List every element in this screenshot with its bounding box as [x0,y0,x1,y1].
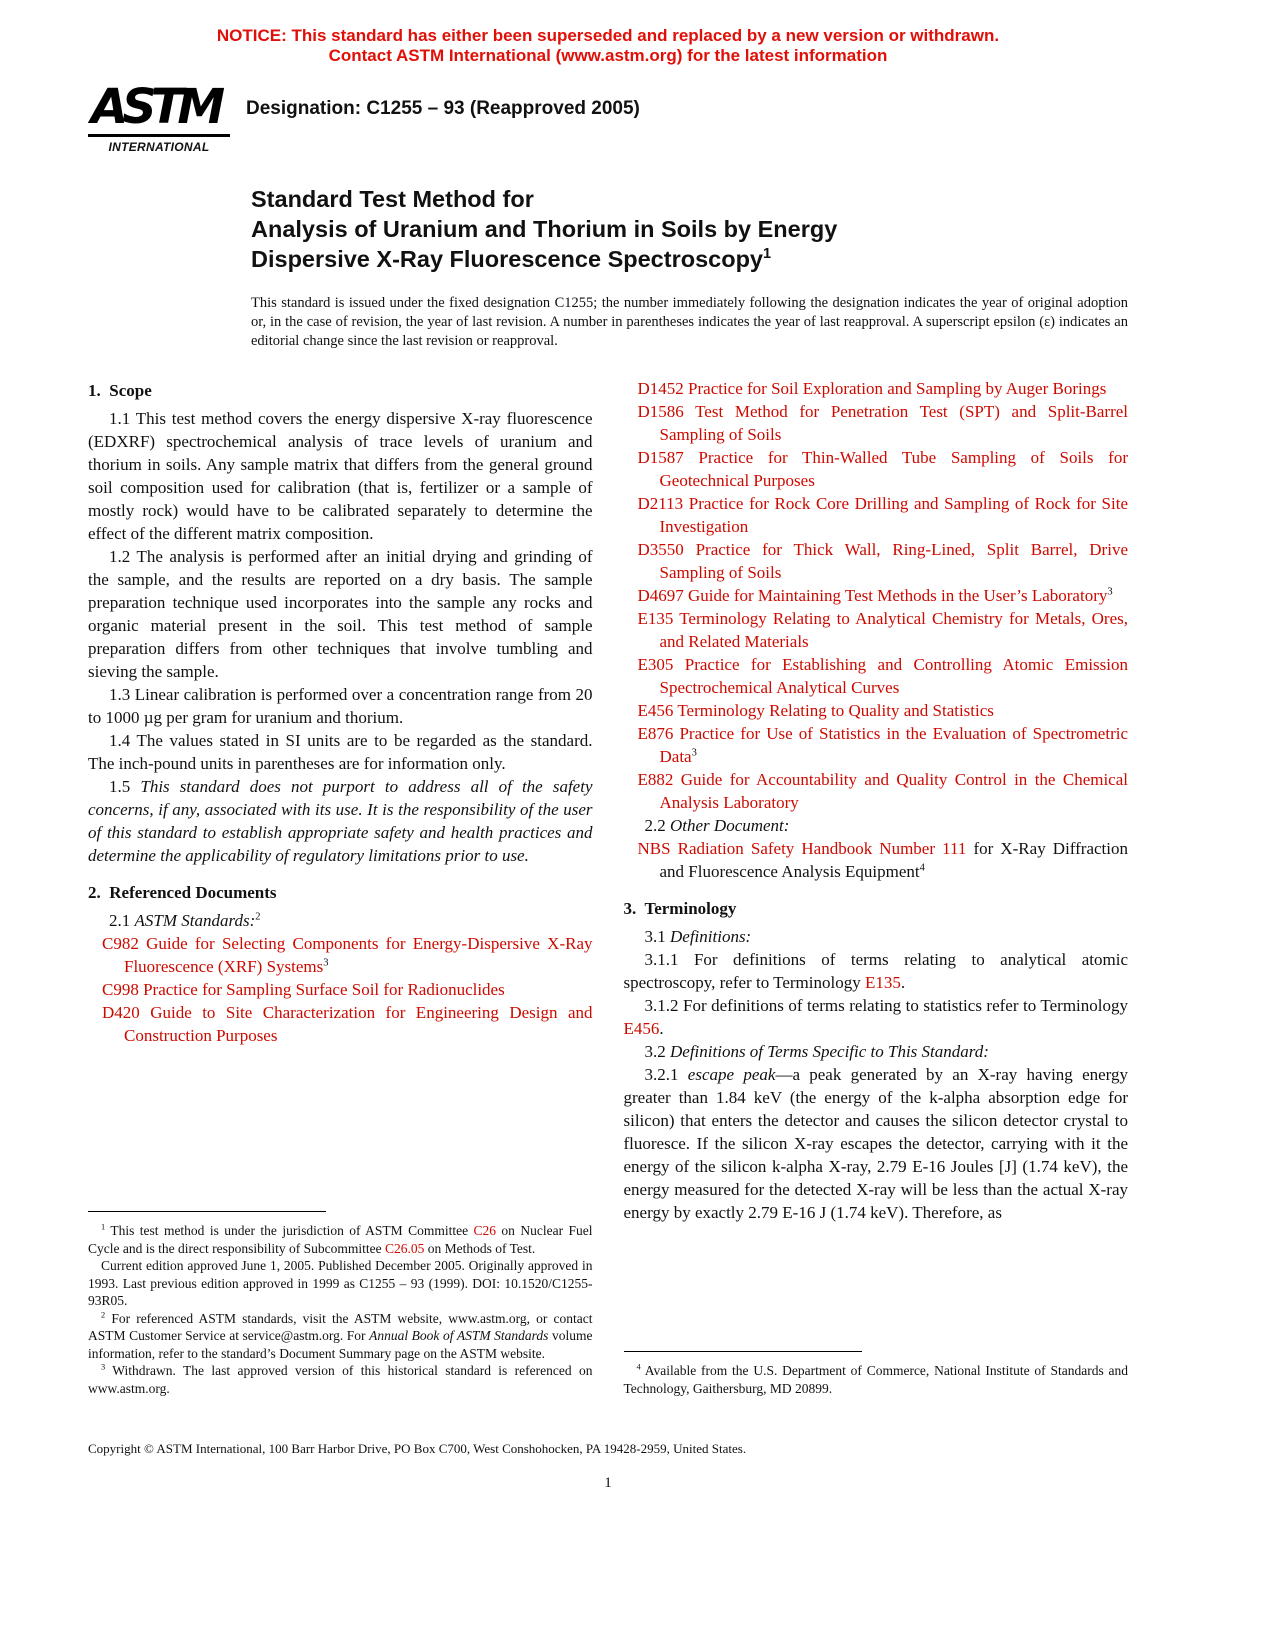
right-footnotes [624,1343,1129,1397]
section-heading-scope: 1. Scope [88,381,152,401]
paragraph-1-4: 1.4 The values stated in SI units are to be regarded as the standard. The inch-pound units in parentheses are for information only. [88,731,593,774]
paragraph-3-2-1: 3.2.1 escape peak—a peak generated by an X-ray having energy greater than 1.84 keV (the energy of the k-alpha absorption edge for silicon) that enters the detector and causes the silicon detector crystal to fluoresce. If the silicon X-ray escapes the detector, carrying with it the energy of the silicon k-alpha X-ray, 2.79 E-16 Joules [J] (1.74 keV), the energy measured for the detected X-ray will be less than the actual X-ray energy by exactly 2.79 E-16 J (1.74 keV). Therefore, as [623,1065,1129,1223]
link-e135[interactable]: E135 Terminology Relating to Analytical Chemistry for Metals, Ores, and Related Materials [637,609,1128,652]
footnote-1: $^1$ This test method is under the jurisdiction of ASTM Committee C26 on Nuclear Fuel Cycle and is the direct responsibility of Subcommittee C26.05 on Methods of Test. [88,1222,593,1256]
right-column [624,377,1129,1397]
paragraph-1-3: 1.3 Linear calibration is performed over a concentration range from 20 to 1000 µg per gram for uranium and thorium. [88,685,593,728]
footnote-marker: 3 [1107,586,1113,598]
footnote-3: $^3$ Withdrawn. The last approved version of this historical standard is referenced on www.astm.org. [88,1362,593,1396]
paragraph-1-2: 1.2 The analysis is performed after an initial drying and grinding of the sample, and the results are reported on a dry basis. The sample preparation technique used incorporates into the sample any rocks and organic material present in the soil. This test method of sample preparation differs from other techniques that involve tumbling and sieving the sample. [88,547,593,682]
left-footnotes [88,1203,593,1397]
paragraph-2-1: 2.1 ASTM Standards:$^2$ [109,911,261,931]
reference-item-nbs: NBS Radiation Safety Handbook Number 111 for X-Ray Diffraction and Fluorescence Analysis Equipment$^4$ [637,839,1129,882]
link-d420[interactable]: D420 Guide to Site Characterization for Engineering Design and Construction Purposes [102,1003,593,1046]
footnote-1-continued: Current edition approved June 1, 2005. Published December 2005. Originally approved in 1993. Last previous edition approved in 1999 as C1255 – 93 (1999). DOI: 10.1520/C1255-93R05. [88,1258,593,1309]
link-c998[interactable]: C998 Practice for Sampling Surface Soil for Radionuclides [102,980,505,1000]
link-d1452[interactable]: D1452 Practice for Soil Exploration and Sampling by Auger Borings [637,379,1107,399]
astm-logo-mark: ASTM [90,79,220,135]
link-d4697[interactable]: D4697 Guide for Maintaining Test Methods in the User’s Laboratory [637,586,1108,606]
link-c26[interactable]: C26 [473,1223,497,1239]
paragraph-3-1-1: 3.1.1 For definitions of terms relating to analytical atomic spectroscopy, refer to Terminology E135. [623,950,1128,993]
reference-item [624,400,1129,446]
footnote-marker: 1 [101,1222,106,1232]
link-c26-05[interactable]: C26.05 [384,1240,425,1256]
footnote-marker: 3 [323,957,329,969]
footnote-2: $^2$ For referenced ASTM standards, visit the ASTM website, www.astm.org, or contact ASTM Customer Service at service@astm.org. For Annual Book of ASTM Standards volume information, refer to the standard’s Document Summary page on the ASTM website. [88,1310,593,1361]
reference-item [624,584,1129,607]
link-e876[interactable]: E876 Practice for Use of Statistics in the Evaluation of Spectrometric Data [637,724,1128,767]
notice-line-1: NOTICE: This standard has either been superseded and replaced by a new version or withdrawn. [216,26,1000,45]
link-d2113[interactable]: D2113 Practice for Rock Core Drilling and Sampling of Rock for Site Investigation [637,494,1128,537]
link-e882[interactable]: E882 Guide for Accountability and Quality Control in the Chemical Analysis Laboratory [637,770,1128,813]
astm-logo-international: INTERNATIONAL [88,134,230,154]
paragraph-1-1: 1.1 This test method covers the energy dispersive X-ray fluorescence (EDXRF) spectrochemical analysis of trace levels of uranium and thorium in soils. Any sample matrix that differs from the general ground soil composition used for calibration (that is, fertilizer or a sample of mostly rock) would have to be calibrated separately to determine the effect of the different matrix composition. [88,409,593,544]
copyright-line: Copyright © ASTM International, 100 Barr Harbor Drive, PO Box C700, West Conshohocken, PA 19428-2959, United States. [88,1441,747,1457]
title-line-3: Dispersive X-Ray Fluorescence Spectroscopy$^1$ [251,246,772,273]
notice-line-2: Contact ASTM International (www.astm.org) for the latest information [328,46,888,65]
document-title [251,184,1128,274]
footnote-marker: 2 [255,911,261,923]
astm-logo [88,79,230,155]
link-d1586[interactable]: D1586 Test Method for Penetration Test (SPT) and Split-Barrel Sampling of Soils [637,402,1128,445]
left-column [88,377,593,1397]
footnote-marker: 2 [101,1310,106,1320]
link-e135-terminology[interactable]: E135 [864,973,901,993]
reference-item [624,768,1129,814]
reference-item [624,377,1129,400]
reference-item [624,538,1129,584]
link-e456-terminology[interactable]: E456 [623,1019,660,1039]
paragraph-3-1-2: 3.1.2 For definitions of terms relating to statistics refer to Terminology E456. [623,996,1128,1039]
reference-item [624,492,1129,538]
footnote-marker: 4 [636,1362,641,1372]
designation-label: Designation: C1255 – 93 (Reapproved 2005) [246,98,640,119]
title-line-2: Analysis of Uranium and Thorium in Soils by Energy [251,216,838,243]
paragraph-2-2: 2.2 Other Document: [644,816,790,836]
paragraph-3-1: 3.1 Definitions: [644,927,752,947]
section-heading-referenced-documents: 2. Referenced Documents [88,883,277,903]
footnote-rule [624,1351,862,1352]
issuance-note: This standard is issued under the fixed designation C1255; the number immediately following the designation indicates the year of original adoption or, in the case of revision, the year of last revision. A number in parentheses indicates the year of last reapproval. A superscript epsilon (ε) indicates an editorial change since the last revision or reapproval. [251,295,1128,350]
reference-item [624,722,1129,768]
link-d1587[interactable]: D1587 Practice for Thin-Walled Tube Sampling of Soils for Geotechnical Purposes [637,448,1128,491]
reference-item [624,607,1129,653]
section-heading-terminology: 3. Terminology [623,899,737,919]
page-number: 1 [604,1475,612,1492]
title-line-1: Standard Test Method for [251,186,534,213]
footnote-marker: 1 [763,246,772,263]
link-d3550[interactable]: D3550 Practice for Thick Wall, Ring-Lined, Split Barrel, Drive Sampling of Soils [637,540,1128,583]
footnote-rule [88,1211,326,1212]
two-column-body [88,377,1128,1397]
reference-item [88,932,593,978]
link-e305[interactable]: E305 Practice for Establishing and Controlling Atomic Emission Spectrochemical Analytical Curves [637,655,1128,698]
supersession-notice [88,26,1128,66]
reference-item [624,446,1129,492]
reference-item [88,1001,593,1047]
paragraph-3-2: 3.2 Definitions of Terms Specific to This Standard: [644,1042,989,1062]
reference-item [88,978,593,1001]
document-header [88,79,1128,155]
paragraph-1-5: 1.5 This standard does not purport to address all of the safety concerns, if any, associated with its use. It is the responsibility of the user of this standard to establish appropriate safety and health practices and determine the applicability of regulatory limitations prior to use. [88,777,593,866]
reference-item [624,653,1129,699]
footnote-4: $^4$ Available from the U.S. Department of Commerce, National Institute of Standards and Technology, Gaithersburg, MD 20899. [623,1362,1128,1396]
reference-item [624,699,1129,722]
footnote-marker: 4 [919,862,925,874]
title-block [251,184,1128,274]
link-e456[interactable]: E456 Terminology Relating to Quality and Statistics [637,701,994,721]
link-c982[interactable]: C982 Guide for Selecting Components for Energy-Dispersive X-Ray Fluorescence (XRF) Systems [102,934,593,977]
footnote-marker: 3 [691,747,697,759]
footnote-marker: 3 [101,1362,106,1372]
link-nbs-handbook[interactable]: NBS Radiation Safety Handbook Number 111 [637,839,967,859]
